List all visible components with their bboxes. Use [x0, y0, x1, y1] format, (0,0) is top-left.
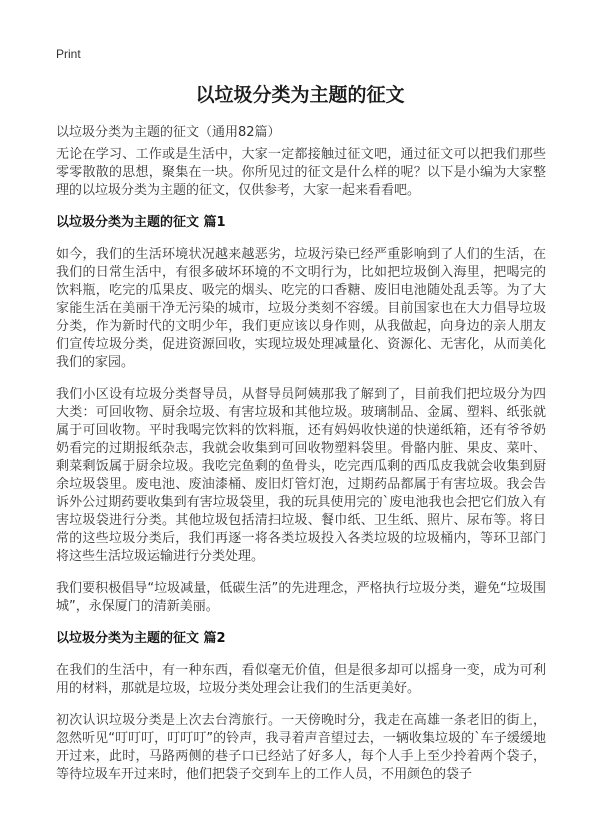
section-heading-1: 以垃圾分类为主题的征文 篇1: [56, 215, 226, 230]
document-subtitle: 以垃圾分类为主题的征文（通用82篇）: [56, 125, 281, 140]
section-1-paragraph-3: 我们要积极倡导“垃圾减量，低碳生活”的先进理念，严格执行垃圾分类，避免“垃圾围城”，永保厦门的清新美丽。: [56, 581, 546, 614]
section-1-paragraph-2: 我们小区设有垃圾分类督导员，从督导员阿姨那我了解到了，目前我们把垃圾分为四大类：可回收物、厨余垃圾、有害垃圾和其他垃圾。玻璃制品、金属、塑料、纸张就属于可回收物。平时我喝完饮料的饮料瓶，还有妈妈收快递的快递纸箱，还有爷爷奶奶看完的过期报纸杂志，我就会收集到可回收物塑料袋里。骨骼内脏、果皮、菜叶、剩菜剩饭属于厨余垃圾。我吃完鱼剩的鱼骨头，吃完西瓜剩的西瓜皮我就会收集到厨余垃圾袋里。废电池、废油漆桶、废旧灯管灯泡，过期药品都属于有害垃圾。我会告诉外公过期药要收集到有害垃圾袋里，我的玩具使用完的`废电池我也会把它们放入有害垃圾袋进行分类。其他垃圾包括清扫垃圾、餐巾纸、卫生纸、照片、尿布等。将日常的这些垃圾分类后，我们再逐一将各类垃圾投入各类垃圾的垃圾桶内，等环卫部门将这些生活垃圾运输进行分类处理。: [56, 387, 546, 564]
section-2-paragraph-2: 初次认识垃圾分类是上次去台湾旅行。一天傍晚时分，我走在高雄一条老旧的街上，忽然听见“叮叮叮，叮叮叮”的铃声，我寻着声音望过去，一辆收集垃圾的`车子缓缓地开过来，此时，马路两侧的巷子口已经站了好多人，每个人手上至少拎着两个袋子，等待垃圾车开过来时，他们把袋子交到车上的工作人员，不用颜色的袋子: [56, 713, 546, 782]
section-1-paragraph-1: 如今，我们的生活环境状况越来越恶劣，垃圾污染已经严重影响到了人们的生活，在我们的日常生活中，有很多破坏环境的不文明行为，比如把垃圾倒入海里，把喝完的饮料瓶，吃完的瓜果皮、吸完的烟头、吃完的口香糖、废旧电池随处乱丢等。为了大家能生活在美丽干净无污染的城市，垃圾分类刻不容缓。目前国家也在大力倡导垃圾分类，作为新时代的文明少年，我们更应该以身作则，从我做起，向身边的亲人朋友们宣传垃圾分类，促进资源回收，实现垃圾处理减量化、资源化、无害化，从而美化我们的家园。: [56, 247, 546, 370]
section-heading-2: 以垃圾分类为主题的征文 篇2: [56, 631, 226, 646]
print-link[interactable]: Print: [56, 47, 81, 61]
section-2-paragraph-1: 在我们的生活中，有一种东西，看似毫无价值，但是很多却可以摇身一变，成为可利用的材料，那就是垃圾，垃圾分类处理会让我们的生活更美好。: [56, 663, 546, 696]
intro-paragraph: 无论在学习、工作或是生活中，大家一定都接触过征文吧，通过征文可以把我们那些零零散散的思想，聚集在一块。你所见过的征文是什么样的呢？以下是小编为大家整理的以垃圾分类为主题的征文，仅供参考，大家一起来看看吧。: [56, 147, 546, 198]
document-title: 以垃圾分类为主题的征文: [195, 84, 405, 106]
document-body: [56, 146, 546, 798]
